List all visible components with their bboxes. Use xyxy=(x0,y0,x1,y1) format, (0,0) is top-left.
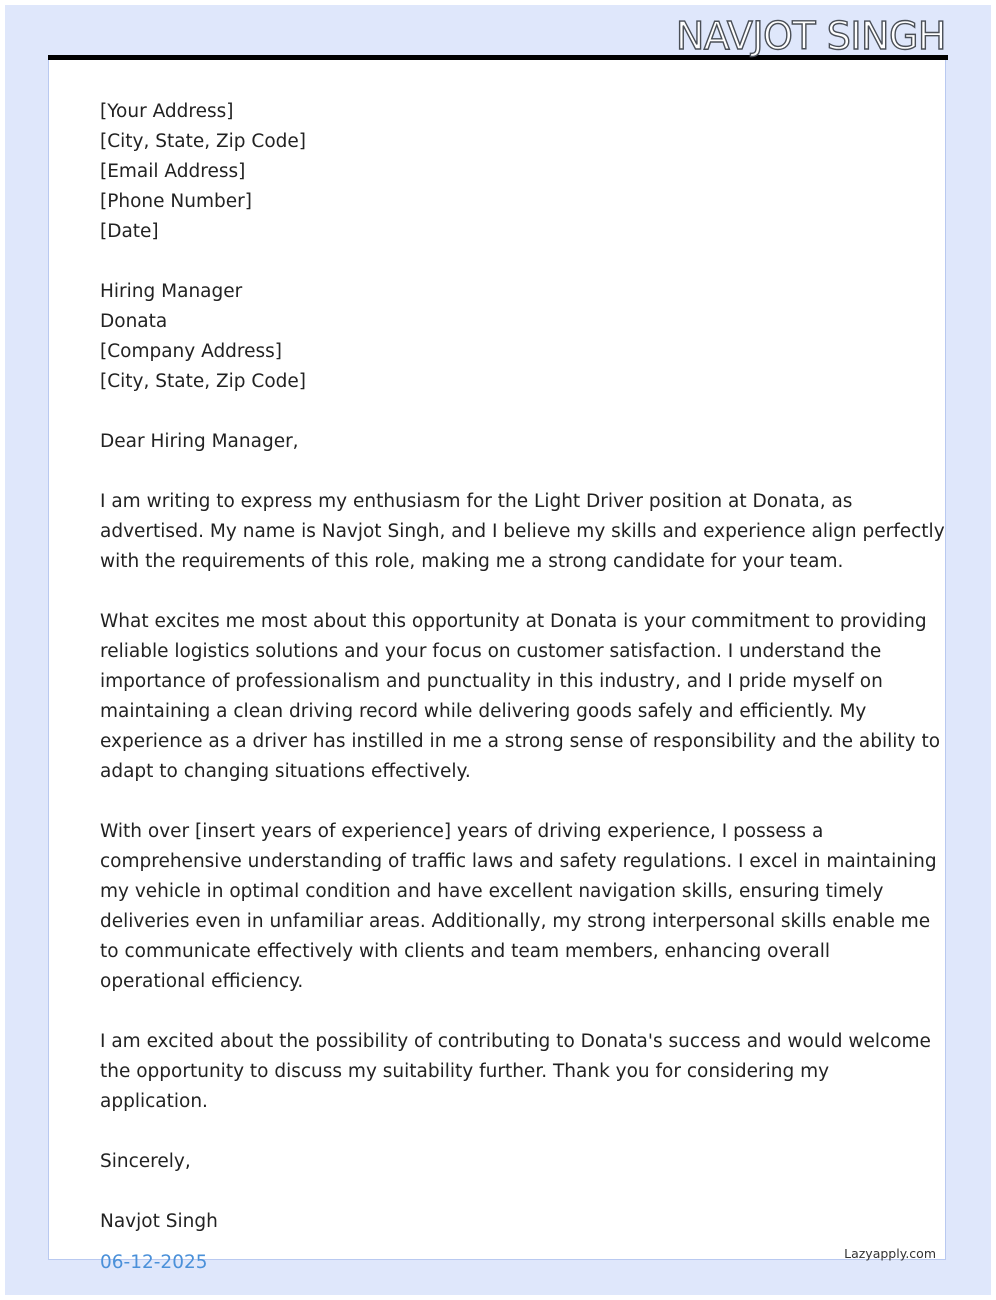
sender-city-state-zip: [City, State, Zip Code] xyxy=(100,131,306,152)
recipient-company: Donata xyxy=(100,311,168,332)
paragraph-line: my vehicle in optimal condition and have excellent navigation skills, ensuring timely xyxy=(100,881,884,902)
paragraph-line: experience as a driver has instilled in me a strong sense of responsibility and the ability to xyxy=(100,731,941,752)
sender-date: [Date] xyxy=(100,221,159,242)
paragraph-line: comprehensive understanding of traffic laws and safety regulations. I excel in maintaining xyxy=(100,851,937,872)
recipient-city-state-zip: [City, State, Zip Code] xyxy=(100,371,306,392)
paragraph-1 xyxy=(100,487,945,577)
paragraph-line: maintaining a clean driving record while delivering goods safely and efficiently. My xyxy=(100,701,867,722)
paragraph-line: reliable logistics solutions and your focus on customer satisfaction. I understand the xyxy=(100,641,882,662)
paragraph-line: adapt to changing situations effectively. xyxy=(100,761,471,782)
paragraph-3 xyxy=(100,817,937,997)
sender-email: [Email Address] xyxy=(100,161,246,182)
brand-watermark: Lazyapply.com xyxy=(844,1246,936,1261)
paragraph-line: What excites me most about this opportunity at Donata is your commitment to providing xyxy=(100,611,927,632)
sender-address: [Your Address] xyxy=(100,101,234,122)
closing: Sincerely, xyxy=(100,1151,191,1172)
sender-phone: [Phone Number] xyxy=(100,191,252,212)
sender-block xyxy=(100,97,900,247)
paragraph-line: to communicate effectively with clients and team members, enhancing overall xyxy=(100,941,830,962)
paragraph-line: operational efficiency. xyxy=(100,971,304,992)
signature-name: Navjot Singh xyxy=(100,1211,218,1232)
footer-date: 06-12-2025 xyxy=(100,1252,208,1273)
paragraph-4 xyxy=(100,1027,931,1117)
paragraph-line: deliveries even in unfamiliar areas. Additionally, my strong interpersonal skills enable me xyxy=(100,911,931,932)
paragraph-line: advertised. My name is Navjot Singh, and I believe my skills and experience align perfectly xyxy=(100,521,945,542)
paragraph-line: application. xyxy=(100,1091,208,1112)
paragraph-line: I am excited about the possibility of contributing to Donata's success and would welcome xyxy=(100,1031,931,1052)
recipient-title: Hiring Manager xyxy=(100,281,243,302)
paragraph-line: I am writing to express my enthusiasm for the Light Driver position at Donata, as xyxy=(100,491,853,512)
paragraph-line: the opportunity to discuss my suitability further. Thank you for considering my xyxy=(100,1061,830,1082)
letter-body xyxy=(100,97,945,1237)
salutation: Dear Hiring Manager, xyxy=(100,431,299,452)
header-name: NAVJOT SINGH xyxy=(675,14,946,58)
paragraph-line: importance of professionalism and punctuality in this industry, and I pride myself on xyxy=(100,671,883,692)
paragraph-line: with the requirements of this role, making me a strong candidate for your team. xyxy=(100,551,844,572)
paragraph-line: With over [insert years of experience] years of driving experience, I possess a xyxy=(100,821,824,842)
paragraph-2 xyxy=(100,607,941,787)
recipient-address: [Company Address] xyxy=(100,341,283,362)
recipient-block xyxy=(100,277,900,397)
